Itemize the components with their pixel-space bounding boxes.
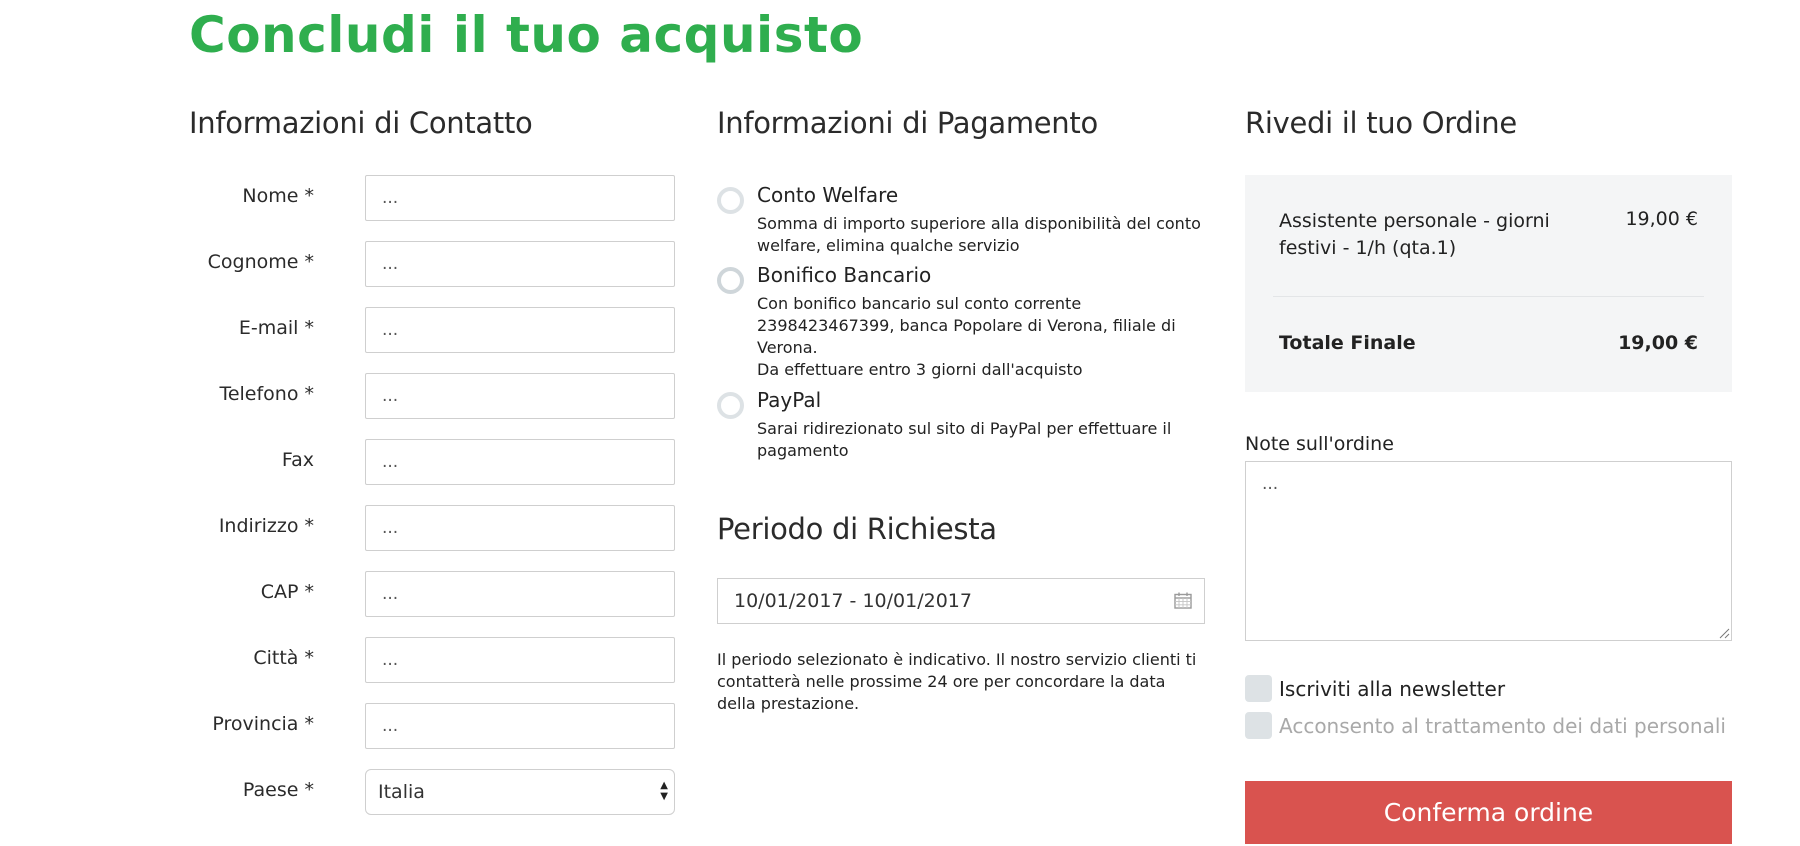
first-name-input[interactable]: [365, 175, 675, 221]
fax-row: [189, 439, 675, 485]
privacy-consent-checkbox[interactable]: [1245, 712, 1272, 739]
order-section-title: Rivedi il tuo Ordine: [1245, 106, 1517, 140]
welfare-description: [757, 213, 1212, 257]
email-row: [189, 307, 675, 353]
bank-transfer-desc-line: Da effettuare entro 3 giorni dall'acquisto: [757, 360, 1083, 379]
confirm-order-button[interactable]: Conferma ordine: [1245, 781, 1732, 844]
first-name-row: [189, 175, 675, 221]
bank-transfer-radio[interactable]: [717, 267, 744, 294]
paypal-title: PayPal: [757, 388, 822, 412]
newsletter-checkbox[interactable]: [1245, 675, 1272, 702]
summary-divider: [1273, 296, 1704, 297]
zip-label: CAP *: [260, 581, 314, 603]
province-row: [189, 703, 675, 749]
calendar-icon[interactable]: [1174, 592, 1192, 609]
first-name-label: Nome *: [242, 185, 314, 207]
bank-transfer-title: Bonifico Bancario: [757, 263, 932, 287]
last-name-input[interactable]: [365, 241, 675, 287]
city-input[interactable]: [365, 637, 675, 683]
fax-label: Fax: [281, 449, 314, 471]
province-input[interactable]: [365, 703, 675, 749]
city-label: Città *: [253, 647, 314, 669]
order-total-value: 19,00 €: [1618, 332, 1698, 354]
order-item-name: Assistente personale - giorni festivi - 1/h (qta.1): [1279, 210, 1550, 259]
contact-section-title: Informazioni di Contatto: [189, 106, 533, 140]
privacy-consent-row[interactable]: [1245, 712, 1726, 739]
zip-row: [189, 571, 675, 617]
resize-grip-icon[interactable]: [1719, 628, 1730, 639]
email-input[interactable]: [365, 307, 675, 353]
bank-transfer-description: [757, 293, 1212, 381]
page-title: Concludi il tuo acquisto: [189, 6, 864, 64]
phone-input[interactable]: [365, 373, 675, 419]
zip-input[interactable]: [365, 571, 675, 617]
phone-row: [189, 373, 675, 419]
province-label: Provincia *: [212, 713, 314, 735]
paypal-description: [757, 418, 1212, 462]
country-row: [189, 769, 675, 815]
welfare-title: Conto Welfare: [757, 183, 899, 207]
select-arrows-icon: ▲ ▼: [660, 780, 668, 802]
phone-label: Telefono *: [219, 383, 314, 405]
city-row: [189, 637, 675, 683]
address-row: [189, 505, 675, 551]
payment-section-title: Informazioni di Pagamento: [717, 106, 1098, 140]
fax-input[interactable]: [365, 439, 675, 485]
welfare-desc-line: Somma di importo superiore alla disponibilità del conto welfare, elimina qualche servizio: [757, 214, 1201, 255]
order-notes-textarea[interactable]: [1245, 461, 1732, 641]
newsletter-row[interactable]: [1245, 675, 1505, 702]
date-range-value: 10/01/2017 - 10/01/2017: [734, 590, 972, 612]
date-range-input[interactable]: [717, 578, 1205, 624]
address-input[interactable]: [365, 505, 675, 551]
newsletter-label: Iscriviti alla newsletter: [1279, 676, 1506, 701]
order-total-label: Totale Finale: [1279, 332, 1416, 354]
paypal-desc-line: Sarai ridirezionato sul sito di PayPal per effettuare il pagamento: [757, 419, 1172, 460]
country-select[interactable]: [365, 769, 675, 815]
privacy-consent-label: Acconsento al trattamento dei dati personali: [1279, 713, 1726, 738]
paypal-radio[interactable]: [717, 392, 744, 419]
country-label: Paese *: [242, 779, 314, 801]
welfare-radio[interactable]: [717, 187, 744, 214]
order-summary-box: [1245, 175, 1732, 392]
country-select-value: Italia: [378, 781, 425, 803]
period-note: Il periodo selezionato è indicativo. Il nostro servizio clienti ti contatterà nelle prossime 24 ore per concordare la data della prestazione.: [717, 650, 1197, 713]
last-name-label: Cognome *: [207, 251, 314, 273]
email-label: E-mail *: [238, 317, 314, 339]
order-item-price: 19,00 €: [1625, 208, 1698, 230]
last-name-row: [189, 241, 675, 287]
order-notes-label: Note sull'ordine: [1245, 433, 1394, 455]
period-section-title: Periodo di Richiesta: [717, 512, 997, 546]
bank-transfer-desc-line: Con bonifico bancario sul conto corrente 2398423467399, banca Popolare di Verona, filiale di Verona.: [757, 294, 1176, 357]
address-label: Indirizzo *: [218, 515, 314, 537]
